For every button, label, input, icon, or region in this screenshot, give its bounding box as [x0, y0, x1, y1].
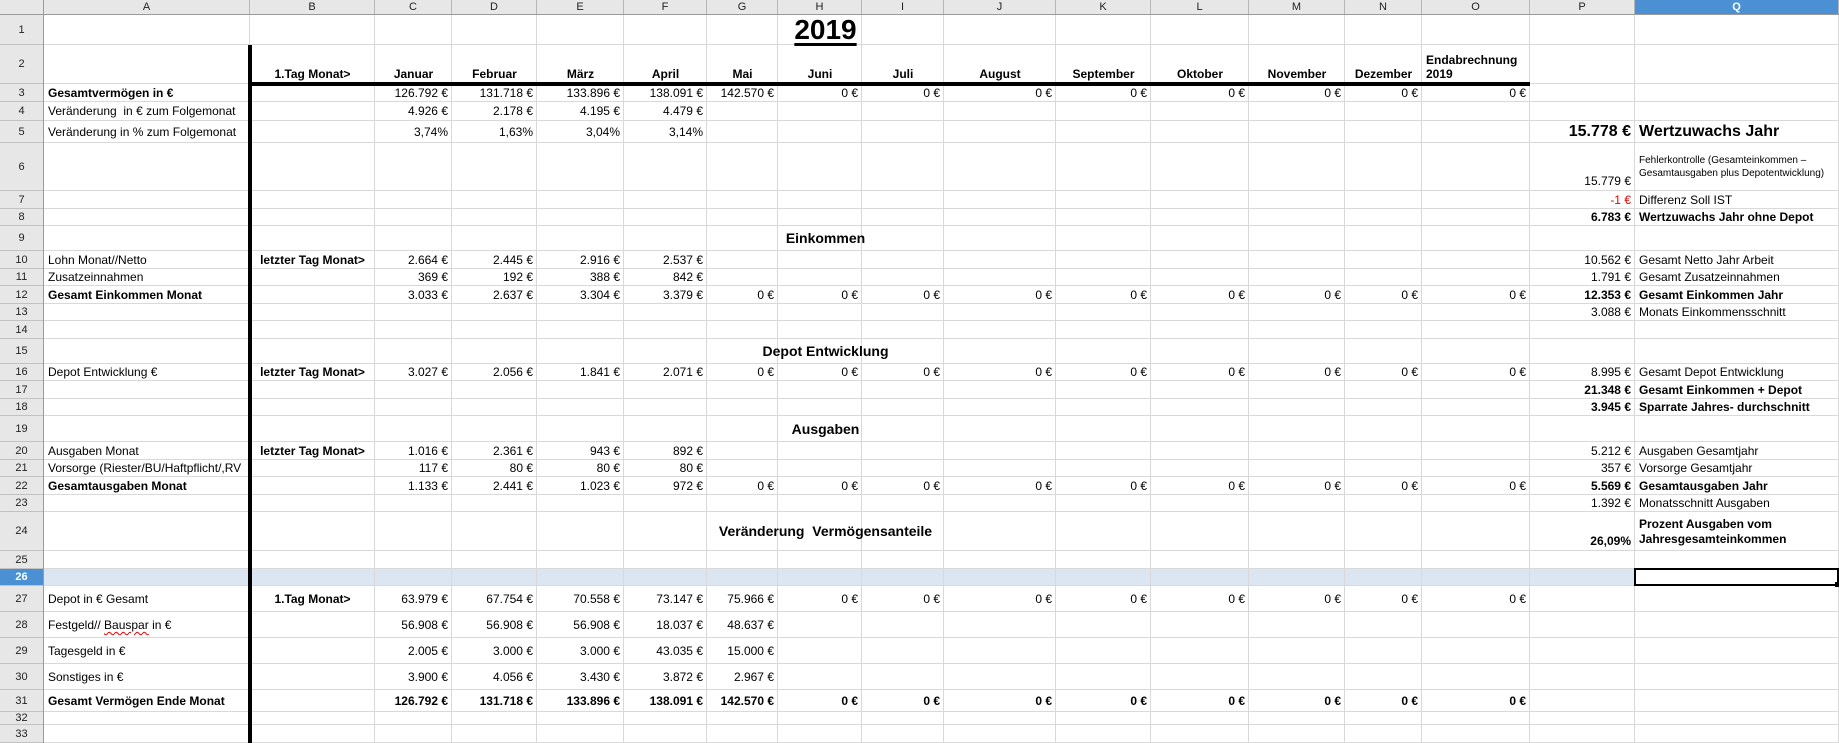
cell-Q10[interactable]: Gesamt Netto Jahr Arbeit — [1639, 252, 1774, 267]
cell-O22[interactable]: 0 € — [1509, 478, 1526, 493]
cell-E2[interactable]: März — [566, 66, 595, 81]
row-header-4[interactable]: 4 — [0, 102, 43, 121]
cell-A28[interactable] — [44, 612, 250, 638]
cell-F22[interactable]: 972 € — [672, 478, 703, 493]
cell-O2[interactable]: Endabrechnung 2019 — [1426, 52, 1521, 81]
cell-D20[interactable]: 2.361 € — [492, 443, 533, 458]
cell-G9[interactable]: Einkommen — [785, 230, 866, 247]
cell-D29[interactable]: 3.000 € — [492, 643, 533, 658]
text-part: in € — [148, 617, 172, 632]
cell-N27[interactable]: 0 € — [1401, 591, 1418, 606]
cell-N16[interactable]: 0 € — [1401, 365, 1418, 380]
cell-I16[interactable]: 0 € — [923, 365, 940, 380]
cell-G27[interactable]: 75.966 € — [727, 591, 774, 606]
row-header-5[interactable]: 5 — [0, 121, 43, 143]
cell-C21[interactable]: 117 € — [418, 461, 448, 476]
cell-K27[interactable]: 0 € — [1130, 591, 1147, 606]
row-header-17[interactable]: 17 — [0, 381, 43, 399]
row-header-23[interactable]: 23 — [0, 495, 43, 512]
cell-Q24[interactable]: Prozent Ausgaben vom Jahresgesamteinkommen — [1639, 517, 1787, 546]
column-header-F[interactable]: F — [624, 0, 707, 14]
cell-O31[interactable]: 0 € — [1509, 693, 1526, 708]
text-part: Festgeld// — [48, 617, 105, 632]
cell-C11[interactable]: 369 € — [417, 270, 448, 285]
cell-F10[interactable]: 2.537 € — [662, 252, 703, 267]
cell-G12[interactable]: 0 € — [757, 287, 774, 302]
cell-P11[interactable]: 1.791 € — [1590, 270, 1631, 285]
cell-P24[interactable]: 26,09% — [1590, 533, 1631, 548]
cell-E22[interactable]: 1.023 € — [579, 478, 620, 493]
thick-border-horizontal — [250, 82, 1530, 86]
column-header-D[interactable]: D — [452, 0, 537, 14]
cell-A3[interactable]: Gesamtvermögen in € — [48, 85, 174, 100]
cell-F30[interactable]: 3.872 € — [662, 669, 703, 684]
row-header-12[interactable]: 12 — [0, 286, 43, 304]
cell-Q6[interactable]: Fehlerkontrolle (Gesamteinkommen – Gesamtausgaben plus Depotentwicklung) — [1639, 155, 1825, 179]
cell-K22[interactable]: 0 € — [1130, 478, 1147, 493]
row-header-33[interactable]: 33 — [0, 725, 43, 743]
cell-B20[interactable]: letzter Tag Monat> — [260, 443, 365, 458]
cell-B16[interactable]: letzter Tag Monat> — [260, 365, 365, 380]
cell-L31[interactable]: 0 € — [1228, 693, 1245, 708]
cell-J2[interactable]: August — [979, 66, 1021, 81]
cell-L27[interactable]: 0 € — [1228, 591, 1245, 606]
row-header-29[interactable]: 29 — [0, 638, 43, 664]
cell-E27[interactable]: 70.558 € — [573, 591, 620, 606]
cell-K12[interactable]: 0 € — [1130, 287, 1147, 302]
cell-E29[interactable]: 3.000 € — [579, 643, 620, 658]
selection-outline — [1634, 568, 1839, 586]
cell-G30[interactable]: 2.967 € — [733, 669, 774, 684]
cell-E16[interactable]: 1.841 € — [579, 365, 620, 380]
cell-F16[interactable]: 2.071 € — [662, 365, 703, 380]
row-header-30[interactable]: 30 — [0, 664, 43, 690]
row-header-21[interactable]: 21 — [0, 460, 43, 477]
cell-D4[interactable]: 2.178 € — [492, 104, 533, 119]
cell-Q11[interactable]: Gesamt Zusatzeinnahmen — [1639, 270, 1780, 285]
cell-D31[interactable]: 131.718 € — [479, 693, 533, 708]
cell-Q8[interactable]: Wertzuwachs Jahr ohne Depot — [1639, 210, 1814, 225]
cell-A29[interactable]: Tagesgeld in € — [48, 643, 126, 658]
row-header-6[interactable]: 6 — [0, 143, 43, 191]
cell-E28[interactable]: 56.908 € — [573, 617, 620, 632]
cell-F2[interactable]: April — [651, 66, 680, 81]
column-header-I[interactable]: I — [862, 0, 944, 14]
row-header-14[interactable]: 14 — [0, 321, 43, 339]
row-header-16[interactable]: 16 — [0, 364, 43, 381]
row-header-32[interactable]: 32 — [0, 712, 43, 725]
cell-E30[interactable]: 3.430 € — [579, 669, 620, 684]
cell-Q21[interactable]: Vorsorge Gesamtjahr — [1639, 461, 1753, 476]
row-header-26[interactable]: 26 — [0, 569, 43, 586]
cell-M2[interactable]: November — [1267, 66, 1327, 81]
cell-Q18[interactable]: Sparrate Jahres- durchschnitt — [1639, 400, 1810, 415]
cell-G1[interactable]: 2019 — [794, 14, 857, 46]
row-header-18[interactable]: 18 — [0, 399, 43, 416]
cell-P8[interactable]: 6.783 € — [1590, 210, 1631, 225]
cell-F28[interactable]: 18.037 € — [656, 617, 703, 632]
cell-C22[interactable]: 1.133 € — [407, 478, 448, 493]
cell-N12[interactable]: 0 € — [1401, 287, 1418, 302]
row-header-1[interactable]: 1 — [0, 15, 43, 45]
cell-D27[interactable]: 67.754 € — [486, 591, 533, 606]
row-header-15[interactable]: 15 — [0, 339, 43, 364]
column-header-P[interactable]: P — [1530, 0, 1635, 14]
cell-F3[interactable]: 138.091 € — [649, 85, 703, 100]
cell-I3[interactable]: 0 € — [923, 85, 940, 100]
row-header-8[interactable]: 8 — [0, 209, 43, 226]
cell-G16[interactable]: 0 € — [757, 365, 774, 380]
cell-N3[interactable]: 0 € — [1401, 85, 1418, 100]
column-header-K[interactable]: K — [1056, 0, 1151, 14]
cell-P12[interactable]: 12.353 € — [1584, 287, 1631, 302]
row-header-28[interactable]: 28 — [0, 612, 43, 638]
cell-E20[interactable]: 943 € — [589, 443, 620, 458]
cell-C3[interactable]: 126.792 € — [394, 85, 448, 100]
cell-A11[interactable]: Zusatzeinnahmen — [48, 270, 144, 285]
cell-B2[interactable]: 1.Tag Monat> — [274, 66, 351, 81]
cell-G19[interactable]: Ausgaben — [791, 420, 860, 437]
cell-E4[interactable]: 4.195 € — [579, 104, 620, 119]
cell-Q16[interactable]: Gesamt Depot Entwicklung — [1639, 365, 1784, 380]
cell-I2[interactable]: Juli — [892, 66, 914, 81]
cell-D12[interactable]: 2.637 € — [492, 287, 533, 302]
cell-E31[interactable]: 133.896 € — [566, 693, 620, 708]
row-headers — [0, 15, 44, 743]
cell-K3[interactable]: 0 € — [1130, 85, 1147, 100]
cell-I27[interactable]: 0 € — [923, 591, 940, 606]
cell-P17[interactable]: 21.348 € — [1584, 382, 1631, 397]
cell-O3[interactable]: 0 € — [1509, 85, 1526, 100]
cell-E12[interactable]: 3.304 € — [579, 287, 620, 302]
cell-D3[interactable]: 131.718 € — [479, 85, 533, 100]
cell-H16[interactable]: 0 € — [841, 365, 858, 380]
row-header-7[interactable]: 7 — [0, 191, 43, 209]
cell-M22[interactable]: 0 € — [1324, 478, 1341, 493]
h-gridline — [44, 724, 1839, 725]
fill-handle[interactable] — [1835, 582, 1839, 587]
cell-A30[interactable]: Sonstiges in € — [48, 669, 124, 684]
cell-P13[interactable]: 3.088 € — [1590, 305, 1631, 320]
thick-border-vertical — [248, 45, 252, 743]
cell-A22[interactable]: Gesamtausgaben Monat — [48, 478, 187, 493]
cell-O12[interactable]: 0 € — [1509, 287, 1526, 302]
cell-F5[interactable]: 3,14% — [668, 124, 703, 139]
cell-C16[interactable]: 3.027 € — [407, 365, 448, 380]
cell-J31[interactable]: 0 € — [1035, 693, 1052, 708]
row-header-11[interactable]: 11 — [0, 269, 43, 286]
cell-P22[interactable]: 5.569 € — [1590, 478, 1631, 493]
column-header-B[interactable]: B — [250, 0, 375, 14]
row-header-3[interactable]: 3 — [0, 84, 43, 102]
cell-P23[interactable]: 1.392 € — [1590, 496, 1631, 511]
row-header-9[interactable]: 9 — [0, 226, 43, 251]
cell-Q7[interactable]: Differenz Soll IST — [1639, 192, 1733, 207]
cell-A21[interactable]: Vorsorge (Riester/BU/Haftpflicht/,RV — [48, 461, 242, 476]
cell-H2[interactable]: Juni — [807, 66, 833, 81]
h-gridline — [44, 663, 1839, 664]
cell-L16[interactable]: 0 € — [1228, 365, 1245, 380]
selected-row-tint — [44, 569, 1635, 586]
cell-N22[interactable]: 0 € — [1401, 478, 1418, 493]
cell-C12[interactable]: 3.033 € — [407, 287, 448, 302]
cell-I12[interactable]: 0 € — [923, 287, 940, 302]
cell-L12[interactable]: 0 € — [1228, 287, 1245, 302]
cell-Q20[interactable]: Ausgaben Gesamtjahr — [1639, 443, 1759, 458]
cell-G2[interactable]: Mai — [732, 66, 753, 81]
cell-N31[interactable]: 0 € — [1401, 693, 1418, 708]
cell-D22[interactable]: 2.441 € — [492, 478, 533, 493]
cell-G22[interactable]: 0 € — [757, 478, 774, 493]
cell-C2[interactable]: Januar — [393, 66, 434, 81]
cell-P16[interactable]: 8.995 € — [1590, 365, 1631, 380]
cell-A27[interactable]: Depot in € Gesamt — [48, 591, 149, 606]
column-header-E[interactable]: E — [537, 0, 624, 14]
cell-C20[interactable]: 1.016 € — [407, 443, 448, 458]
cell-H27[interactable]: 0 € — [841, 591, 858, 606]
cell-P5[interactable]: 15.778 € — [1568, 122, 1631, 140]
cell-A20[interactable]: Ausgaben Monat — [48, 443, 139, 458]
cell-L22[interactable]: 0 € — [1228, 478, 1245, 493]
cell-D5[interactable]: 1,63% — [498, 124, 533, 139]
column-header-Q[interactable]: Q — [1635, 0, 1839, 14]
cell-B27[interactable]: 1.Tag Monat> — [274, 591, 351, 606]
cell-N2[interactable]: Dezember — [1354, 66, 1413, 81]
column-header-C[interactable]: C — [375, 0, 452, 14]
cell-G31[interactable]: 142.570 € — [720, 693, 774, 708]
cell-C30[interactable]: 3.900 € — [407, 669, 448, 684]
cell-P10[interactable]: 10.562 € — [1584, 252, 1631, 267]
cell-Q12[interactable]: Gesamt Einkommen Jahr — [1639, 287, 1784, 302]
cell-J16[interactable]: 0 € — [1035, 365, 1052, 380]
row-header-25[interactable]: 25 — [0, 551, 43, 569]
misspelled-word: Bauspar — [104, 617, 149, 632]
cell-G24[interactable]: Veränderung Vermögensanteile — [718, 523, 933, 540]
cell-L2[interactable]: Oktober — [1176, 66, 1223, 81]
column-header-O[interactable]: O — [1422, 0, 1530, 14]
row-header-2[interactable]: 2 — [0, 45, 43, 84]
cell-C31[interactable]: 126.792 € — [394, 693, 448, 708]
cell-D2[interactable]: Februar — [472, 66, 517, 81]
row-header-10[interactable]: 10 — [0, 251, 43, 269]
row-header-31[interactable]: 31 — [0, 690, 43, 712]
cell-J3[interactable]: 0 € — [1035, 85, 1052, 100]
column-header-A[interactable]: A — [44, 0, 250, 14]
cell-P20[interactable]: 5.212 € — [1590, 443, 1631, 458]
cell-Q23[interactable]: Monatsschnitt Ausgaben — [1639, 496, 1770, 511]
cell-F4[interactable]: 4.479 € — [662, 104, 703, 119]
cell-M16[interactable]: 0 € — [1324, 365, 1341, 380]
cell-I31[interactable]: 0 € — [923, 693, 940, 708]
cell-C27[interactable]: 63.979 € — [401, 591, 448, 606]
row-header-22[interactable]: 22 — [0, 477, 43, 495]
h-gridline — [44, 568, 1839, 569]
cell-O16[interactable]: 0 € — [1509, 365, 1526, 380]
cell-C10[interactable]: 2.664 € — [407, 252, 448, 267]
cell-C4[interactable]: 4.926 € — [407, 104, 448, 119]
cell-D16[interactable]: 2.056 € — [492, 365, 533, 380]
cell-O27[interactable]: 0 € — [1509, 591, 1526, 606]
cell-J27[interactable]: 0 € — [1035, 591, 1052, 606]
cell-L3[interactable]: 0 € — [1228, 85, 1245, 100]
cell-A16[interactable]: Depot Entwicklung € — [48, 365, 158, 380]
cell-G3[interactable]: 142.570 € — [720, 85, 774, 100]
cell-F29[interactable]: 43.035 € — [656, 643, 703, 658]
column-header-H[interactable]: H — [778, 0, 862, 14]
cell-E21[interactable]: 80 € — [596, 461, 620, 476]
cell-F20[interactable]: 892 € — [672, 443, 703, 458]
cell-A31[interactable]: Gesamt Vermögen Ende Monat — [48, 693, 225, 708]
cell-H3[interactable]: 0 € — [841, 85, 858, 100]
cell-E11[interactable]: 388 € — [589, 270, 620, 285]
cell-E5[interactable]: 3,04% — [585, 124, 620, 139]
cell-F12[interactable]: 3.379 € — [662, 287, 703, 302]
cell-A12[interactable]: Gesamt Einkommen Monat — [48, 287, 203, 302]
column-header-L[interactable]: L — [1151, 0, 1249, 14]
cell-M3[interactable]: 0 € — [1324, 85, 1341, 100]
cell-grid — [44, 15, 1839, 743]
cell-Q17[interactable]: Gesamt Einkommen + Depot — [1639, 382, 1803, 397]
cell-E3[interactable]: 133.896 € — [566, 85, 620, 100]
cell-D30[interactable]: 4.056 € — [492, 669, 533, 684]
cell-D21[interactable]: 80 € — [509, 461, 533, 476]
cell-G15[interactable]: Depot Entwicklung — [762, 343, 889, 360]
column-header-N[interactable]: N — [1345, 0, 1422, 14]
h-gridline — [44, 637, 1839, 638]
cell-M12[interactable]: 0 € — [1324, 287, 1341, 302]
cell-C5[interactable]: 3,74% — [413, 124, 448, 139]
cell-H22[interactable]: 0 € — [841, 478, 858, 493]
cell-M31[interactable]: 0 € — [1324, 693, 1341, 708]
cell-E10[interactable]: 2.916 € — [579, 252, 620, 267]
cell-P21[interactable]: 357 € — [1600, 461, 1631, 476]
row-header-27[interactable]: 27 — [0, 586, 43, 612]
cell-Q13[interactable]: Monats Einkommensschnitt — [1639, 305, 1786, 320]
cell-M27[interactable]: 0 € — [1324, 591, 1341, 606]
row-header-19[interactable]: 19 — [0, 416, 43, 442]
cell-A10[interactable]: Lohn Monat//Netto — [48, 252, 147, 267]
cell-F21[interactable]: 80 € — [679, 461, 703, 476]
cell-A4[interactable]: Veränderung in € zum Folgemonat — [48, 104, 236, 119]
cell-G28[interactable]: 48.637 € — [727, 617, 774, 632]
row-header-24[interactable]: 24 — [0, 512, 43, 551]
cell-K31[interactable]: 0 € — [1130, 693, 1147, 708]
column-header-J[interactable]: J — [944, 0, 1056, 14]
cell-P6[interactable]: 15.779 € — [1584, 173, 1631, 188]
cell-C29[interactable]: 2.005 € — [407, 643, 448, 658]
cell-D28[interactable]: 56.908 € — [486, 617, 533, 632]
cell-D10[interactable]: 2.445 € — [492, 252, 533, 267]
select-all-corner[interactable] — [0, 0, 44, 15]
cell-Q5[interactable]: Wertzuwachs Jahr — [1639, 122, 1780, 140]
cell-K16[interactable]: 0 € — [1130, 365, 1147, 380]
cell-B10[interactable]: letzter Tag Monat> — [260, 252, 365, 267]
cell-K2[interactable]: September — [1072, 66, 1135, 81]
cell-P7[interactable]: -1 € — [1610, 192, 1631, 207]
cell-C28[interactable]: 56.908 € — [401, 617, 448, 632]
cell-Q22[interactable]: Gesamtausgaben Jahr — [1639, 478, 1768, 493]
cell-H12[interactable]: 0 € — [841, 287, 858, 302]
cell-D11[interactable]: 192 € — [502, 270, 533, 285]
cell-P18[interactable]: 3.945 € — [1590, 400, 1631, 415]
cell-A5[interactable]: Veränderung in % zum Folgemonat — [48, 124, 237, 139]
cell-F27[interactable]: 73.147 € — [656, 591, 703, 606]
cell-F11[interactable]: 842 € — [672, 270, 703, 285]
cell-J22[interactable]: 0 € — [1035, 478, 1052, 493]
column-header-M[interactable]: M — [1249, 0, 1345, 14]
column-header-G[interactable]: G — [707, 0, 778, 14]
cell-I22[interactable]: 0 € — [923, 478, 940, 493]
cell-H31[interactable]: 0 € — [841, 693, 858, 708]
cell-J12[interactable]: 0 € — [1035, 287, 1052, 302]
column-headers — [44, 0, 1839, 15]
row-header-13[interactable]: 13 — [0, 304, 43, 321]
row-header-20[interactable]: 20 — [0, 442, 43, 460]
cell-G29[interactable]: 15.000 € — [727, 643, 774, 658]
cell-F31[interactable]: 138.091 € — [649, 693, 703, 708]
